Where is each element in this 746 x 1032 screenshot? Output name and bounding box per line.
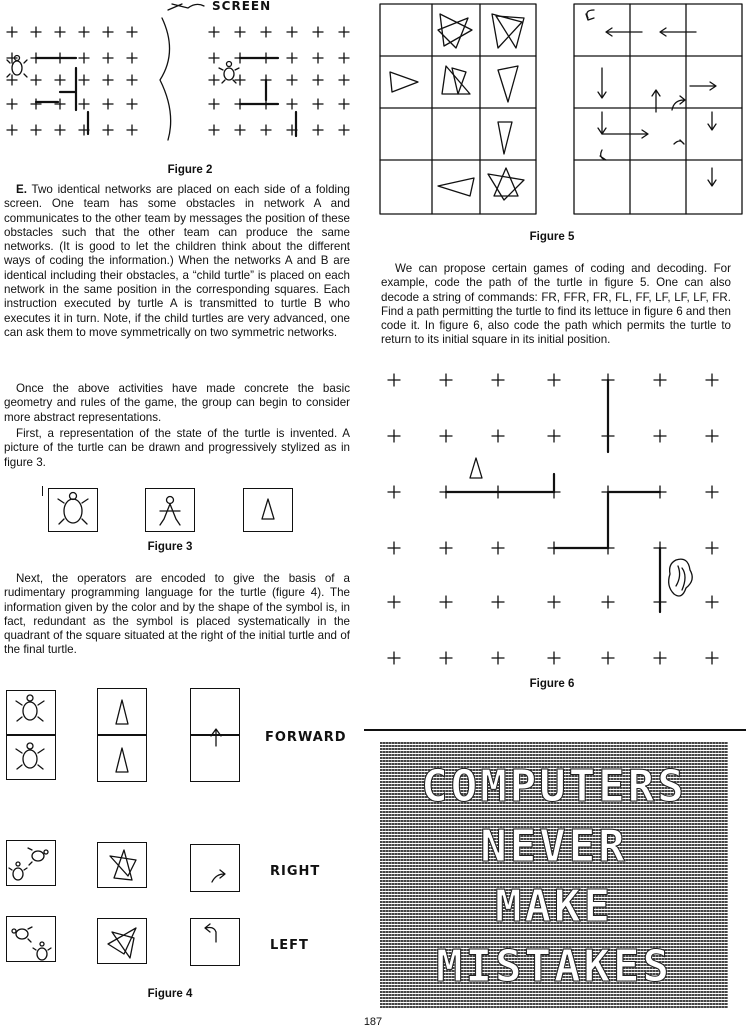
grid-cross <box>209 27 219 37</box>
grid-cross <box>79 27 89 37</box>
grid-cross <box>492 596 504 608</box>
grid-cross <box>127 99 137 109</box>
grid-cross <box>55 99 65 109</box>
section-divider <box>364 729 746 731</box>
grid-cross <box>7 75 17 85</box>
grid-cross <box>548 374 560 386</box>
grid-cross <box>339 53 349 63</box>
grid-cross <box>548 596 560 608</box>
right-label: RIGHT <box>270 864 321 879</box>
grid-cross <box>31 99 41 109</box>
grid-cross <box>339 99 349 109</box>
grid-cross <box>79 99 89 109</box>
grid-cross <box>209 75 219 85</box>
grid-cross <box>440 596 452 608</box>
figure-5-caption: Figure 5 <box>529 231 575 243</box>
paragraph-e: E. Two identical networks are placed on each side of a folding screen. One team has some obstacles in network A and communicates to the other team by messages the position of these obstacles such that the other team can produce the same networks. (It is good to let the children think about the different ways of coding the information.) When the networks A and B are identical including their obstacles, a “child turtle” is placed on each network in the same position in the corresponding squares. Each instruction executed by turtle A is transmitted to turtle B who executes it in turn. Note, if the child turtles are very advanced, one can ask them to move symmetrically on two symmetric networks. <box>4 183 350 339</box>
grid-cross <box>79 53 89 63</box>
figure-2-grid-networks <box>0 0 360 150</box>
grid-cross <box>7 99 17 109</box>
child-turtle-left-icon <box>7 56 27 78</box>
figure-3-turtle-triangle <box>243 488 293 532</box>
grid-cross <box>287 53 297 63</box>
grid-cross <box>79 75 89 85</box>
grid-cross <box>31 75 41 85</box>
grid-cross <box>261 125 271 135</box>
grid-cross <box>261 27 271 37</box>
page-number: 187 <box>363 1016 383 1028</box>
grid-cross <box>440 374 452 386</box>
grid-cross <box>209 53 219 63</box>
grid-cross <box>55 75 65 85</box>
figure-3-turtle-drawing <box>48 488 98 532</box>
figure-6-network <box>386 380 732 680</box>
grid-cross <box>235 27 245 37</box>
grid-cross <box>654 430 666 442</box>
grid-cross <box>706 542 718 554</box>
grid-cross <box>287 99 297 109</box>
grid-cross <box>7 27 17 37</box>
figure-3-pointer <box>42 486 45 496</box>
grid-cross <box>103 99 113 109</box>
grid-cross <box>492 542 504 554</box>
banner-word-3: MAKE <box>495 881 613 932</box>
grid-cross <box>706 486 718 498</box>
computers-never-make-mistakes-banner <box>380 741 728 1009</box>
grid-cross <box>339 75 349 85</box>
grid-cross <box>440 652 452 664</box>
figure-6-lettuce-icon <box>669 559 693 596</box>
grid-cross <box>7 125 17 135</box>
grid-cross <box>706 374 718 386</box>
grid-cross <box>235 75 245 85</box>
grid-cross <box>287 75 297 85</box>
banner-word-4: MISTAKES <box>436 941 672 992</box>
grid-cross <box>602 596 614 608</box>
paragraph-first: First, a representation of the state of the turtle is invented. A picture of the turtle can be drawn and progressively stylized as in figure 3. <box>4 427 350 469</box>
grid-cross <box>31 27 41 37</box>
figure-5-grids <box>376 0 746 220</box>
grid-cross <box>339 27 349 37</box>
grid-cross <box>706 652 718 664</box>
grid-cross <box>103 27 113 37</box>
grid-cross <box>388 430 400 442</box>
grid-cross <box>706 596 718 608</box>
paragraph-once: Once the above activities have made concrete the basic geometry and rules of the game, the group can begin to consider more abstract representations. <box>4 382 350 424</box>
figure-4-caption: Figure 4 <box>147 988 193 1000</box>
grid-cross <box>313 125 323 135</box>
grid-cross <box>654 652 666 664</box>
left-label: LEFT <box>270 938 309 953</box>
grid-cross <box>313 99 323 109</box>
grid-cross <box>492 652 504 664</box>
grid-cross <box>492 374 504 386</box>
grid-cross <box>103 53 113 63</box>
grid-cross <box>235 125 245 135</box>
grid-cross <box>388 374 400 386</box>
paragraph-next: Next, the operators are encoded to give the basis of a rudimentary programming language for the turtle (figure 4). The information given by the color and by the shape of the symbol is, in fact, redundant as the symbol is placed systematically in the quadrant of the square situated at the right of the initial turtle and of the final turtle. <box>4 572 350 657</box>
figure-4-symbols <box>0 680 260 980</box>
grid-cross <box>287 27 297 37</box>
grid-cross <box>548 430 560 442</box>
grid-cross <box>127 125 137 135</box>
figure-2-caption: Figure 2 <box>167 164 213 176</box>
grid-cross <box>388 652 400 664</box>
grid-cross <box>209 99 219 109</box>
grid-cross <box>313 75 323 85</box>
grid-cross <box>388 542 400 554</box>
grid-cross <box>313 27 323 37</box>
grid-cross <box>127 75 137 85</box>
grid-cross <box>313 53 323 63</box>
grid-cross <box>602 652 614 664</box>
grid-cross <box>127 53 137 63</box>
grid-cross <box>440 430 452 442</box>
grid-cross <box>103 125 113 135</box>
paragraph-games: We can propose certain games of coding and decoding. For example, code the path of the turtle in figure 5. One can also decode a string of commands: FR, FFR, FR, FL, FF, LF, LF, LF, FR. Find a path permitting the turtle to find its lettuce in figure 6 and then code it. In figure 6, also code the path which permits the turtle to return to its initial square in its initial position. <box>381 262 731 347</box>
grid-cross <box>339 125 349 135</box>
forward-label: FORWARD <box>265 730 347 745</box>
grid-cross <box>654 374 666 386</box>
grid-cross <box>706 430 718 442</box>
figure-6-caption: Figure 6 <box>529 678 575 690</box>
figure-3-caption: Figure 3 <box>147 541 193 553</box>
grid-cross <box>388 486 400 498</box>
grid-cross <box>55 27 65 37</box>
grid-cross <box>103 75 113 85</box>
grid-cross <box>209 125 219 135</box>
grid-cross <box>55 125 65 135</box>
grid-cross <box>548 652 560 664</box>
banner-word-1: COMPUTERS <box>421 761 687 812</box>
figure-3-turtle-stylized <box>145 488 195 532</box>
grid-cross <box>492 430 504 442</box>
grid-cross <box>127 27 137 37</box>
grid-cross <box>388 596 400 608</box>
grid-cross <box>31 125 41 135</box>
grid-cross <box>440 542 452 554</box>
figure-6-turtle-icon <box>470 458 482 478</box>
screen-label: SCREEN <box>212 0 272 13</box>
banner-word-2: NEVER <box>480 821 628 872</box>
